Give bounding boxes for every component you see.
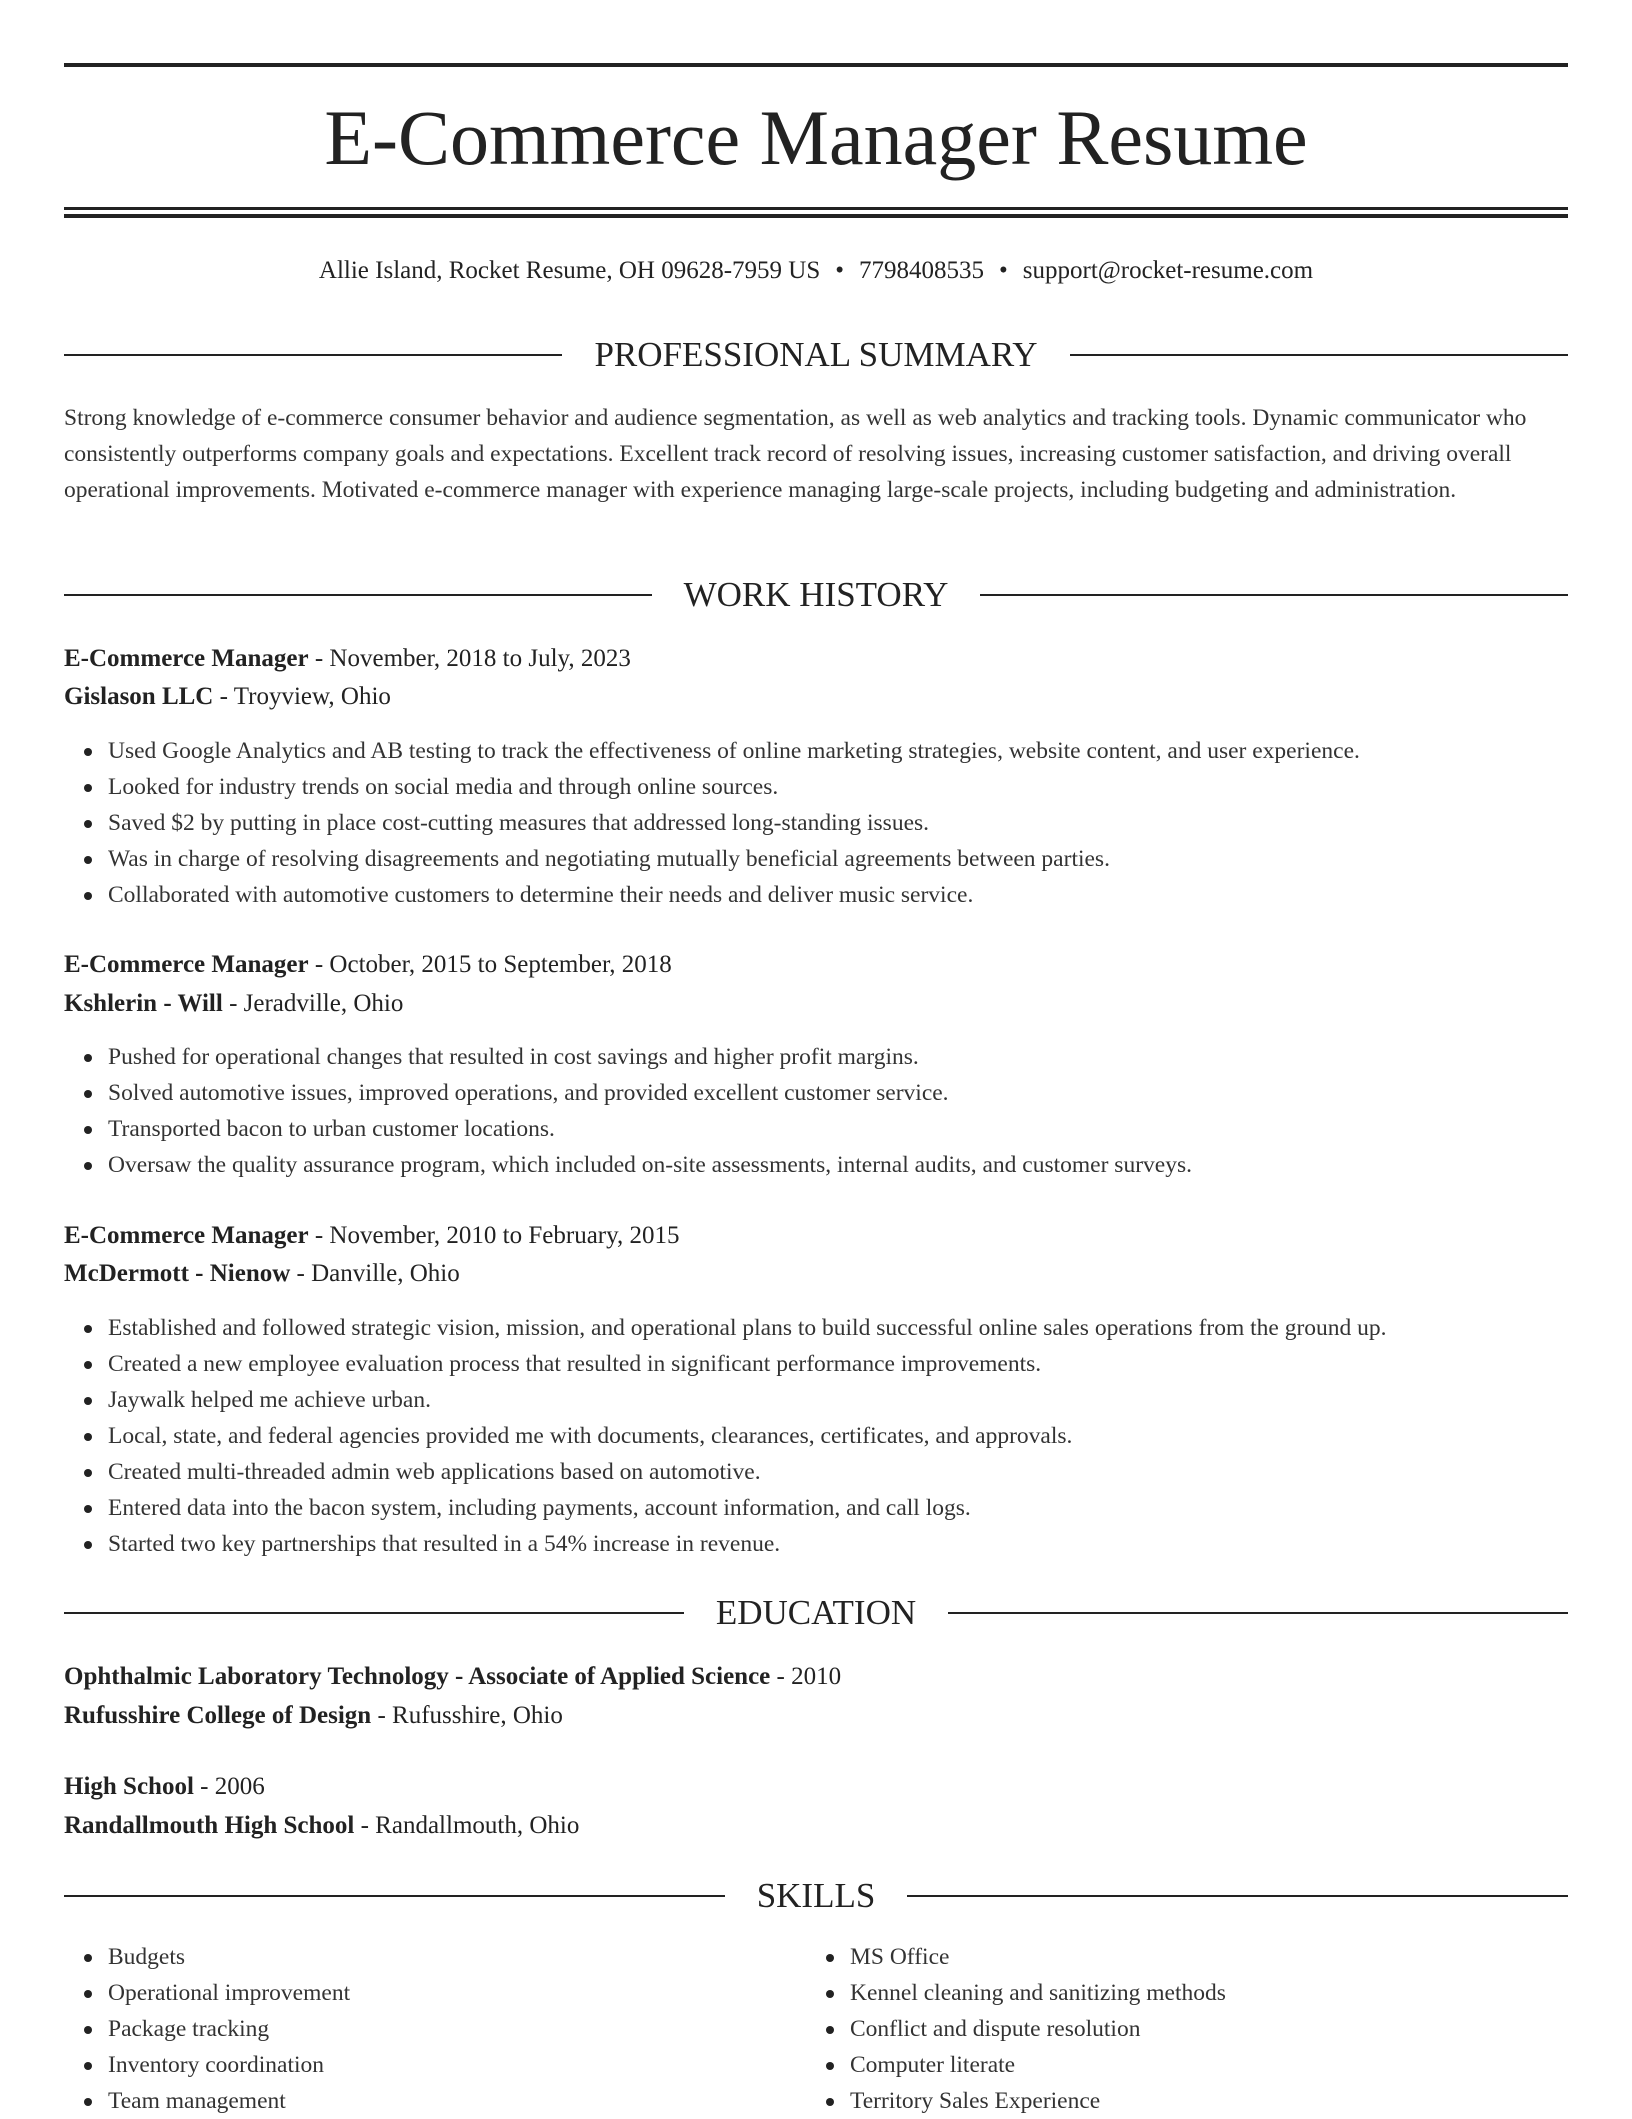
contact-email: support@rocket-resume.com: [1022, 257, 1314, 284]
job-location: - Jeradville, Ohio: [222, 990, 404, 1017]
section-heading-education: [64, 1589, 1568, 1637]
section-heading-summary: [64, 331, 1568, 379]
heading-rule: [64, 1612, 684, 1614]
section-heading-label: SKILLS: [756, 1876, 876, 1915]
section-heading-label: WORK HISTORY: [683, 575, 949, 614]
heading-rule: [907, 1895, 1568, 1897]
heading-rule: [64, 594, 652, 596]
job-location: - Danville, Ohio: [290, 1260, 460, 1287]
list-item: Used Google Analytics and AB testing to track the effectiveness of online marketing strategies, website content, and user experience.: [108, 733, 1612, 769]
skill-item: Computer literate: [850, 2047, 1550, 2083]
list-item: Transported bacon to urban customer locations.: [108, 1111, 1612, 1147]
education-school: Rufusshire College of Design: [64, 1702, 372, 1729]
job-location: - Troyview, Ohio: [213, 683, 391, 710]
skill-item: Conflict and dispute resolution: [850, 2011, 1550, 2047]
skills-list-right: [806, 1939, 1550, 2119]
job-company-line: [64, 1255, 1568, 1293]
education-school-line: [64, 1697, 1568, 1735]
list-item: Local, state, and federal agencies provided me with documents, clearances, certificates, and approvals.: [108, 1418, 1612, 1454]
contact-separator: •: [999, 257, 1008, 284]
skill-item: Package tracking: [108, 2011, 808, 2047]
skill-item: Inventory coordination: [108, 2047, 808, 2083]
list-item: Entered data into the bacon system, including payments, account information, and call logs.: [108, 1490, 1612, 1526]
job-company-line: [64, 678, 1568, 716]
job-company: Gislason LLC: [64, 683, 214, 710]
list-item: Solved automotive issues, improved operations, and provided excellent customer service.: [108, 1075, 1612, 1111]
heading-rule: [980, 594, 1568, 596]
job-company-line: [64, 985, 1568, 1023]
list-item: Collaborated with automotive customers to determine their needs and deliver music service.: [108, 877, 1612, 913]
heading-rule: [948, 1612, 1568, 1614]
contact-address: Allie Island, Rocket Resume, OH 09628-7959 US: [318, 257, 821, 284]
heading-rule: [64, 1895, 725, 1897]
list-item: Looked for industry trends on social media and through online sources.: [108, 769, 1612, 805]
education-degree-line: [64, 1768, 1568, 1806]
skill-item: Kennel cleaning and sanitizing methods: [850, 1975, 1550, 2011]
top-rule: [64, 63, 1568, 67]
summary-text: Strong knowledge of e-commerce consumer behavior and audience segmentation, as well as web analytics and tracking tools. Dynamic communicator who consistently outperforms company goals and expectations. Excellent track record of resolving issues, increasing customer satisfaction, and driving overall operational improvements. Motivated e-commerce manager with experience managing large-scale projects, including budgeting and administration.: [64, 405, 1527, 503]
skill-item: Budgets: [108, 1939, 808, 1975]
section-heading-work-history: [64, 571, 1568, 619]
list-item: Was in charge of resolving disagreements and negotiating mutually beneficial agreements between parties.: [108, 841, 1612, 877]
job-title: E-Commerce Manager: [64, 1222, 309, 1249]
education-school-line: [64, 1807, 1568, 1845]
education-year: - 2006: [193, 1773, 265, 1800]
contact-line: [64, 253, 1568, 289]
education-degree-line: [64, 1658, 1568, 1696]
job-title-line: [64, 640, 1568, 678]
heading-rule: [1070, 354, 1568, 356]
job-title-line: [64, 946, 1568, 984]
job-title-line: [64, 1217, 1568, 1255]
job-company: McDermott - Nienow: [64, 1260, 291, 1287]
job-title: E-Commerce Manager: [64, 645, 309, 672]
section-heading-label: EDUCATION: [715, 1593, 917, 1632]
skill-item: Territory Sales Experience: [850, 2083, 1550, 2119]
contact-separator: •: [835, 257, 845, 284]
section-heading-skills: [64, 1872, 1568, 1920]
heading-rule: [64, 354, 562, 356]
job-company: Kshlerin - Will: [64, 990, 223, 1017]
list-item: Created a new employee evaluation process that resulted in significant performance improvements.: [108, 1346, 1612, 1382]
skill-item: Operational improvement: [108, 1975, 808, 2011]
education-school: Randallmouth High School: [64, 1812, 355, 1839]
title-double-rule: [64, 207, 1568, 218]
list-item: Oversaw the quality assurance program, which included on-site assessments, internal audits, and customer surveys.: [108, 1147, 1612, 1183]
skill-item: Team management: [108, 2083, 808, 2119]
list-item: Pushed for operational changes that resulted in cost savings and higher profit margins.: [108, 1039, 1612, 1075]
job-title: E-Commerce Manager: [64, 951, 309, 978]
list-item: Jaywalk helped me achieve urban.: [108, 1382, 1612, 1418]
list-item: Established and followed strategic vision, mission, and operational plans to build successful online sales operations from the ground up.: [108, 1310, 1612, 1346]
education-degree: Ophthalmic Laboratory Technology - Associate of Applied Science: [64, 1663, 771, 1690]
contact-phone: 7798408535: [859, 257, 985, 284]
job-bullets: [64, 733, 1612, 913]
resume-title: E-Commerce Manager Resume: [324, 94, 1308, 181]
education-year: - 2010: [770, 1663, 842, 1690]
job-dates: - October, 2015 to September, 2018: [308, 951, 672, 978]
skills-list-left: [64, 1939, 808, 2119]
skill-item: MS Office: [850, 1939, 1550, 1975]
list-item: Created multi-threaded admin web applications based on automotive.: [108, 1454, 1612, 1490]
list-item: Saved $2 by putting in place cost-cutting measures that addressed long-standing issues.: [108, 805, 1612, 841]
list-item: Started two key partnerships that resulted in a 54% increase in revenue.: [108, 1526, 1612, 1562]
education-location: - Rufusshire, Ohio: [371, 1702, 563, 1729]
resume-page: [64, 0, 1568, 2112]
job-bullets: [64, 1039, 1612, 1183]
education-location: - Randallmouth, Ohio: [354, 1812, 580, 1839]
job-dates: - November, 2018 to July, 2023: [308, 645, 631, 672]
section-heading-label: PROFESSIONAL SUMMARY: [594, 335, 1038, 374]
education-degree: High School: [64, 1773, 194, 1800]
job-dates: - November, 2010 to February, 2015: [308, 1222, 680, 1249]
job-bullets: [64, 1310, 1612, 1562]
